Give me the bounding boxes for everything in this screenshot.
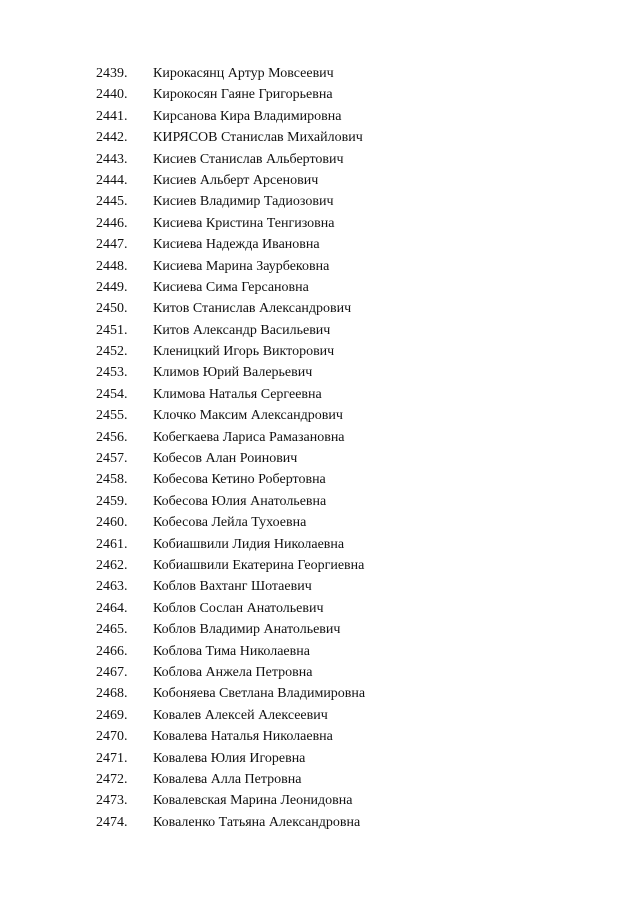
entry-number: 2474. xyxy=(96,814,128,830)
entry-name: Ковалева Алла Петровна xyxy=(153,771,302,787)
list-item xyxy=(0,362,640,383)
list-item xyxy=(0,619,640,640)
entry-name: Кисиев Станислав Альбертович xyxy=(153,151,344,167)
list-item xyxy=(0,790,640,811)
entry-number: 2448. xyxy=(96,258,128,274)
entry-number: 2444. xyxy=(96,172,128,188)
entry-name: Кирокосян Гаяне Григорьевна xyxy=(153,87,333,103)
entry-number: 2440. xyxy=(96,87,128,103)
list-item xyxy=(0,405,640,426)
entry-name: Кисиев Владимир Тадиозович xyxy=(153,194,334,210)
list-item xyxy=(0,641,640,662)
entry-name: Кобесов Алан Роинович xyxy=(153,451,298,467)
entry-name: Кисиев Альберт Арсенович xyxy=(153,172,319,188)
entry-name: Коваленко Татьяна Александровна xyxy=(153,814,361,830)
entry-name: Кобиашвили Лидия Николаевна xyxy=(153,536,345,552)
entry-name: Кирсанова Кира Владимировна xyxy=(153,108,342,124)
entry-name: Кобесова Юлия Анатольевна xyxy=(153,493,327,509)
list-item xyxy=(0,277,640,298)
entry-name: Кобегкаева Лариса Рамазановна xyxy=(153,429,345,445)
entry-number: 2452. xyxy=(96,344,128,360)
entry-name: Коблов Владимир Анатольевич xyxy=(153,622,341,638)
entry-name: Коблова Анжела Петровна xyxy=(153,664,313,680)
list-item xyxy=(0,534,640,555)
list-item xyxy=(0,320,640,341)
entry-name: Китов Александр Васильевич xyxy=(153,322,331,338)
entry-number: 2459. xyxy=(96,493,128,509)
entry-name: Климов Юрий Валерьевич xyxy=(153,365,313,381)
list-item xyxy=(0,234,640,255)
list-item xyxy=(0,705,640,726)
entry-name: Кленицкий Игорь Викторович xyxy=(153,344,335,360)
list-item xyxy=(0,748,640,769)
entry-number: 2442. xyxy=(96,130,128,146)
list-item xyxy=(0,469,640,490)
list-item xyxy=(0,683,640,704)
list-item xyxy=(0,512,640,533)
entry-number: 2457. xyxy=(96,451,128,467)
entry-name: Ковалева Юлия Игоревна xyxy=(153,750,306,766)
list-item xyxy=(0,191,640,212)
entry-number: 2455. xyxy=(96,408,128,424)
list-item xyxy=(0,576,640,597)
entry-number: 2470. xyxy=(96,729,128,745)
entry-number: 2451. xyxy=(96,322,128,338)
list-item xyxy=(0,812,640,833)
list-item xyxy=(0,662,640,683)
entry-number: 2465. xyxy=(96,622,128,638)
entry-number: 2462. xyxy=(96,557,128,573)
list-item xyxy=(0,256,640,277)
entry-number: 2456. xyxy=(96,429,128,445)
list-item xyxy=(0,127,640,148)
entry-number: 2445. xyxy=(96,194,128,210)
entry-number: 2453. xyxy=(96,365,128,381)
entry-number: 2450. xyxy=(96,301,128,317)
entry-number: 2447. xyxy=(96,237,128,253)
entry-number: 2449. xyxy=(96,279,128,295)
entry-name: Кисиева Сима Герсановна xyxy=(153,279,309,295)
entry-name: Коблова Тима Николаевна xyxy=(153,643,310,659)
entry-number: 2443. xyxy=(96,151,128,167)
list-item xyxy=(0,769,640,790)
entry-number: 2473. xyxy=(96,793,128,809)
entry-number: 2472. xyxy=(96,771,128,787)
numbered-name-list xyxy=(0,63,640,833)
entry-name: Кобесова Лейла Тухоевна xyxy=(153,515,307,531)
entry-number: 2463. xyxy=(96,579,128,595)
entry-number: 2441. xyxy=(96,108,128,124)
list-item xyxy=(0,213,640,234)
entry-name: Кобиашвили Екатерина Георгиевна xyxy=(153,557,365,573)
entry-name: Климова Наталья Сергеевна xyxy=(153,386,322,402)
entry-number: 2469. xyxy=(96,707,128,723)
entry-name: Кисиева Кристина Тенгизовна xyxy=(153,215,335,231)
list-item xyxy=(0,63,640,84)
entry-name: Кобесова Кетино Робертовна xyxy=(153,472,326,488)
entry-number: 2471. xyxy=(96,750,128,766)
list-item xyxy=(0,106,640,127)
entry-number: 2467. xyxy=(96,664,128,680)
entry-number: 2461. xyxy=(96,536,128,552)
entry-number: 2460. xyxy=(96,515,128,531)
entry-number: 2464. xyxy=(96,600,128,616)
entry-number: 2468. xyxy=(96,686,128,702)
list-item xyxy=(0,170,640,191)
list-item xyxy=(0,341,640,362)
entry-name: Кобоняева Светлана Владимировна xyxy=(153,686,366,702)
entry-name: Китов Станислав Александрович xyxy=(153,301,352,317)
entry-number: 2439. xyxy=(96,66,128,81)
entry-number: 2466. xyxy=(96,643,128,659)
entry-name: Коблов Сослан Анатольевич xyxy=(153,600,324,616)
list-item xyxy=(0,427,640,448)
entry-name: Коблов Вахтанг Шотаевич xyxy=(153,579,312,595)
entry-name: Кирокасянц Артур Мовсеевич xyxy=(153,66,334,81)
list-item xyxy=(0,298,640,319)
entry-number: 2454. xyxy=(96,386,128,402)
list-item xyxy=(0,149,640,170)
list-item xyxy=(0,384,640,405)
list-item xyxy=(0,726,640,747)
entry-name: Ковалева Наталья Николаевна xyxy=(153,729,333,745)
entry-name: Кисиева Надежда Ивановна xyxy=(153,237,320,253)
entry-name: Клочко Максим Александрович xyxy=(153,408,343,424)
list-item xyxy=(0,491,640,512)
entry-number: 2446. xyxy=(96,215,128,231)
entry-name: КИРЯСОВ Станислав Михайлович xyxy=(153,130,363,146)
entry-name: Ковалев Алексей Алексеевич xyxy=(153,707,328,723)
list-item xyxy=(0,448,640,469)
entry-name: Кисиева Марина Заурбековна xyxy=(153,258,330,274)
entry-number: 2458. xyxy=(96,472,128,488)
list-item xyxy=(0,598,640,619)
list-item xyxy=(0,84,640,105)
entry-name: Ковалевская Марина Леонидовна xyxy=(153,793,353,809)
list-item xyxy=(0,555,640,576)
